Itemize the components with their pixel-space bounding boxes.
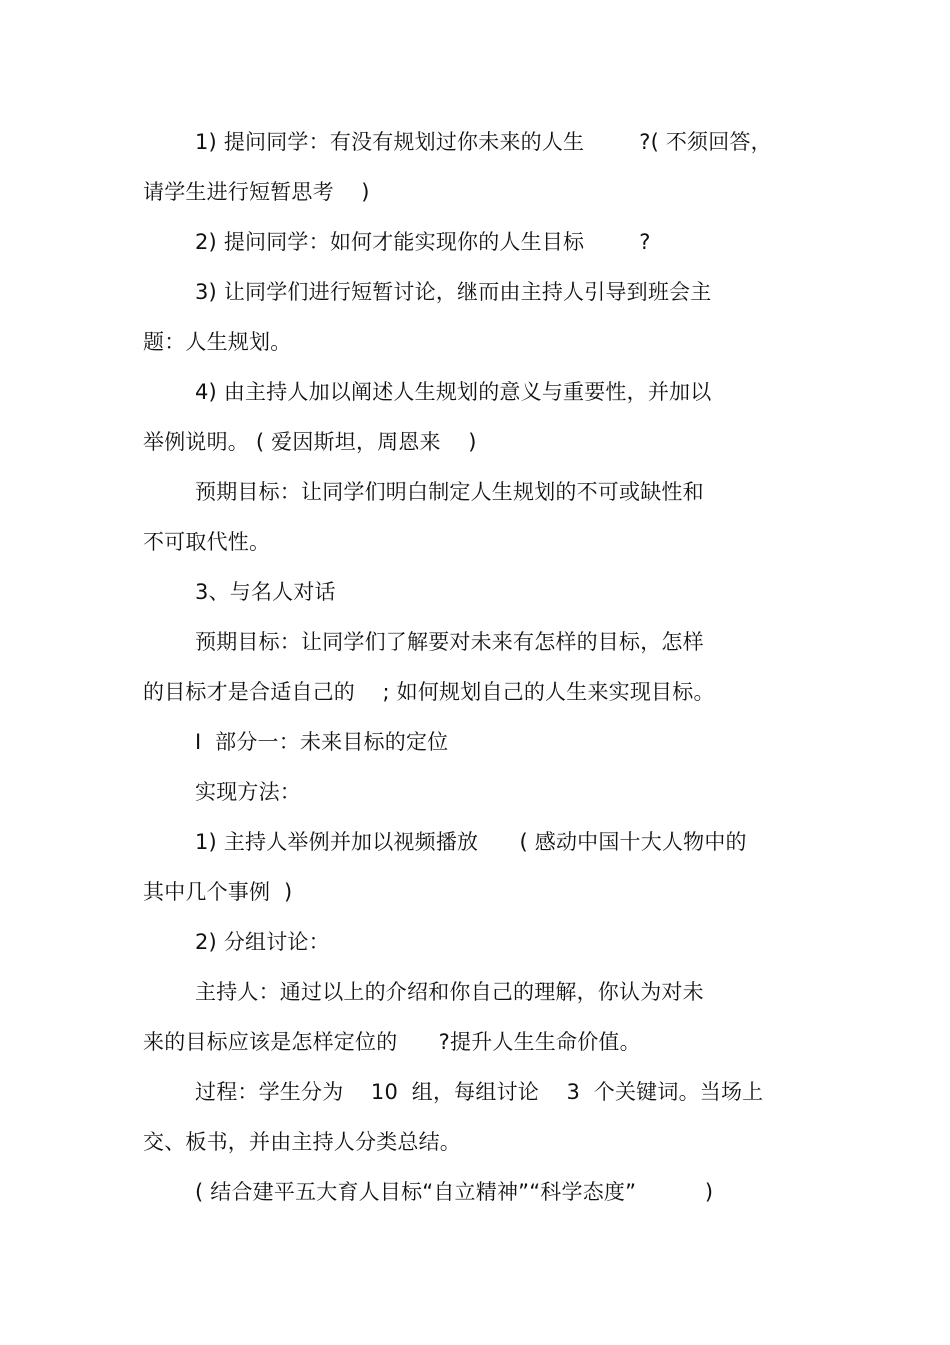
text-line: 主持人：通过以上的介绍和你自己的理解，你认为对未 <box>195 980 704 1004</box>
text-line: 1) 提问同学：有没有规划过你未来的人生 ?( 不须回答， <box>195 130 772 154</box>
text-line: 交、板书，并由主持人分类总结。 <box>143 1130 461 1154</box>
text-line: 实现方法： <box>195 780 301 804</box>
text-line: 请学生进行短暂思考 ) <box>143 180 370 204</box>
text-line: 过程：学生分为 10 组，每组讨论 3 个关键词。当场上 <box>195 1080 764 1104</box>
text-line: 预期目标：让同学们明白制定人生规划的不可或缺性和 <box>195 480 704 504</box>
text-line: 2) 提问同学：如何才能实现你的人生目标 ? <box>195 230 651 254</box>
subsection-heading: I 部分一：未来目标的定位 <box>195 730 449 754</box>
text-line: 预期目标：让同学们了解要对未来有怎样的目标，怎样 <box>195 630 704 654</box>
text-line: 题：人生规划。 <box>143 330 292 354</box>
text-line: 2) 分组讨论： <box>195 930 330 954</box>
text-line: 3) 让同学们进行短暂讨论，继而由主持人引导到班会主 <box>195 280 712 304</box>
text-line: ( 结合建平五大育人目标“自立精神”“科学态度” ) <box>195 1180 714 1204</box>
text-line: 举例说明。 ( 爱因斯坦，周恩来 ) <box>143 430 477 454</box>
text-line: 来的目标应该是怎样定位的 ?提升人生生命价值。 <box>143 1030 641 1054</box>
text-line: 其中几个事例 ) <box>143 880 293 904</box>
text-line: 1) 主持人举例并加以视频播放 ( 感动中国十大人物中的 <box>195 830 747 854</box>
text-line: 的目标才是合适自己的 ; 如何规划自己的人生来实现目标。 <box>143 680 715 704</box>
section-heading: 3、与名人对话 <box>195 580 336 604</box>
text-line: 4) 由主持人加以阐述人生规划的意义与重要性，并加以 <box>195 380 712 404</box>
text-line: 不可取代性。 <box>143 530 271 554</box>
